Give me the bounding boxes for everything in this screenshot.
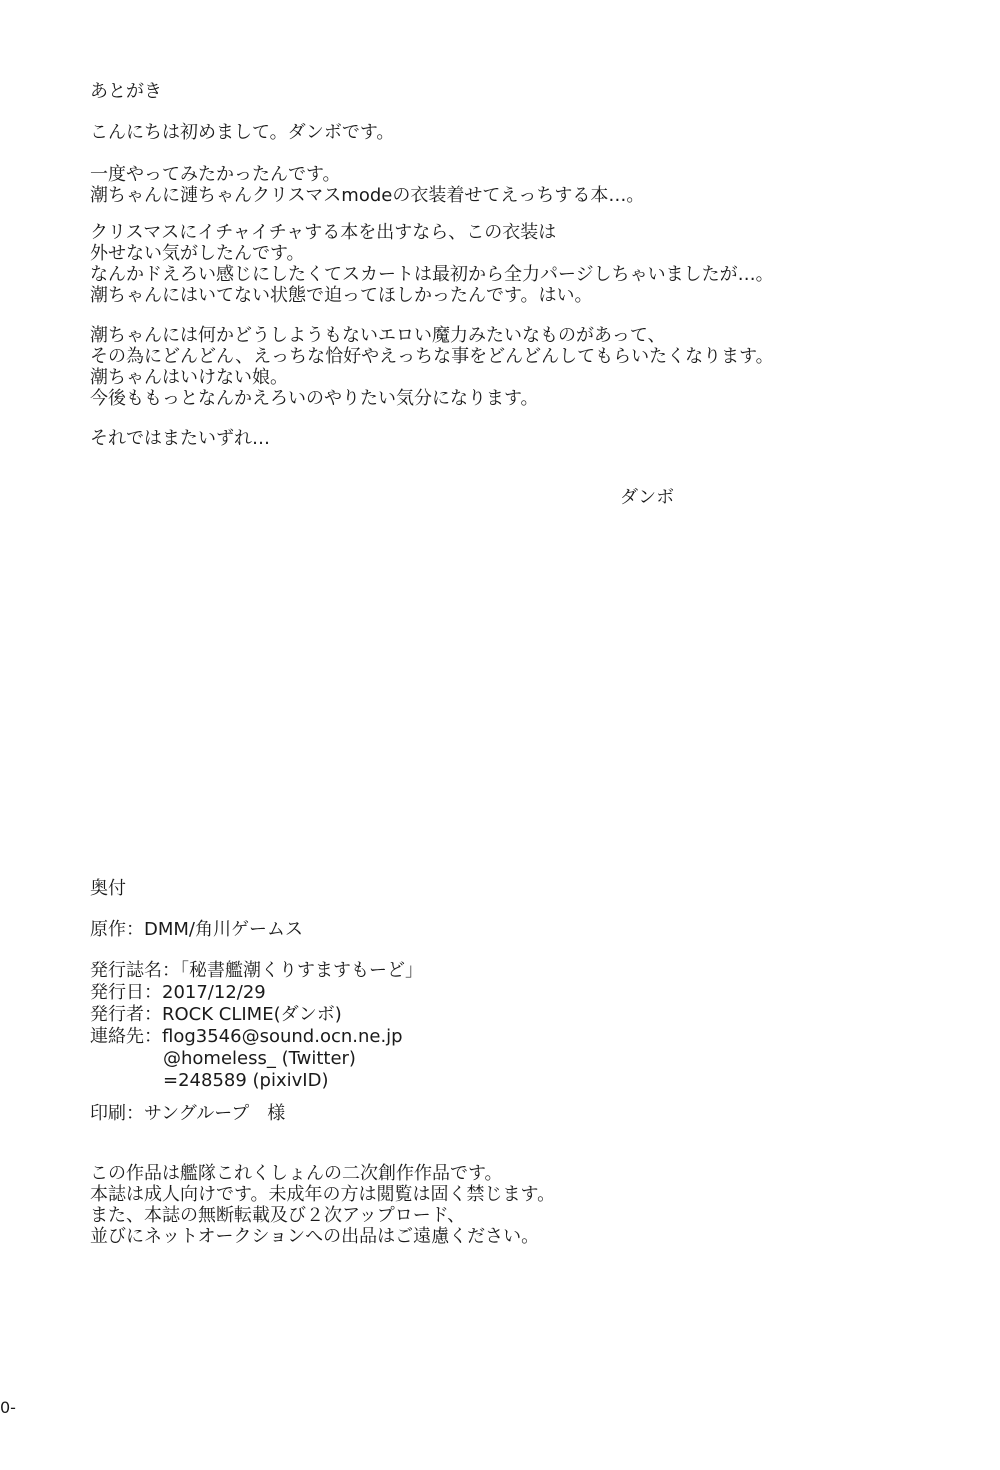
afterword-title: あとがき: [90, 81, 162, 102]
original-work: [90, 919, 910, 940]
greeting-line: こんにちは初めまして。ダンボです。: [90, 122, 395, 143]
paragraph-line: その為にどんどん、えっちな恰好やえっちな事をどんどんしてもらいたくなります。: [90, 346, 774, 367]
colophon-title: 奥付: [90, 878, 126, 899]
notice-line: 本誌は成人向けです。未成年の方は閲覧は固く禁じます。: [90, 1184, 556, 1205]
paragraph-line: 今後ももっとなんかえろいのやりたい気分になります。: [90, 388, 539, 409]
paragraph-line: クリスマスにイチャイチャする本を出すなら、この衣装は: [90, 222, 557, 243]
paragraph-line: 一度やってみたかったんです。: [90, 164, 341, 185]
afterword-closing: [90, 428, 910, 449]
paragraph-line: 潮ちゃんには何かどうしようもないエロい魔力みたいなものがあって、: [90, 325, 666, 346]
pixiv-line: =248589 (pixivID): [163, 1070, 329, 1091]
date-line: 発行日：2017/12/29: [90, 982, 266, 1003]
afterword-greeting: [90, 122, 910, 143]
paragraph-line: 潮ちゃんはいけない娘。: [90, 367, 288, 388]
contact-line: 連絡先：flog3546@sound.ocn.ne.jp: [90, 1026, 403, 1047]
notice-line: 並びにネットオークションへの出品はご遠慮ください。: [90, 1226, 540, 1247]
colophon-heading: [90, 878, 910, 899]
page-number: 0-: [0, 1398, 16, 1417]
notice-line: また、本誌の無断転載及び２次アップロード、: [90, 1205, 466, 1226]
afterword-paragraph-1: [90, 164, 910, 206]
legal-notice: [90, 1163, 910, 1247]
paragraph-line: 潮ちゃんに漣ちゃんクリスマスmodeの衣装着せてえっちする本…。: [90, 185, 645, 206]
closing-line: それではまたいずれ…: [90, 428, 270, 449]
afterword-paragraph-2: [90, 222, 910, 306]
publication-details: [90, 960, 910, 1092]
paragraph-line: 潮ちゃんにはいてない状態で迫ってほしかったんです。はい。: [90, 285, 593, 306]
printer-line: 印刷：サングループ 様: [90, 1103, 286, 1124]
title-line: 発行誌名：「秘書艦潮くりすますもーど」: [90, 960, 423, 981]
paragraph-line: なんかドえろい感じにしたくてスカートは最初から全力パージしちゃいましたが…。: [90, 264, 774, 285]
publisher-line: 発行者：ROCK CLIME(ダンボ): [90, 1004, 342, 1025]
afterword-heading: [90, 81, 910, 102]
notice-line: この作品は艦隊これくしょんの二次創作作品です。: [90, 1163, 503, 1184]
paragraph-line: 外せない気がしたんです。: [90, 243, 305, 264]
author-signature: ダンボ: [620, 487, 675, 508]
twitter-line: @homeless_ (Twitter): [163, 1048, 356, 1069]
afterword-paragraph-3: [90, 325, 910, 409]
original-work-line: 原作：DMM/角川ゲームス: [90, 919, 303, 940]
printer: [90, 1103, 910, 1124]
